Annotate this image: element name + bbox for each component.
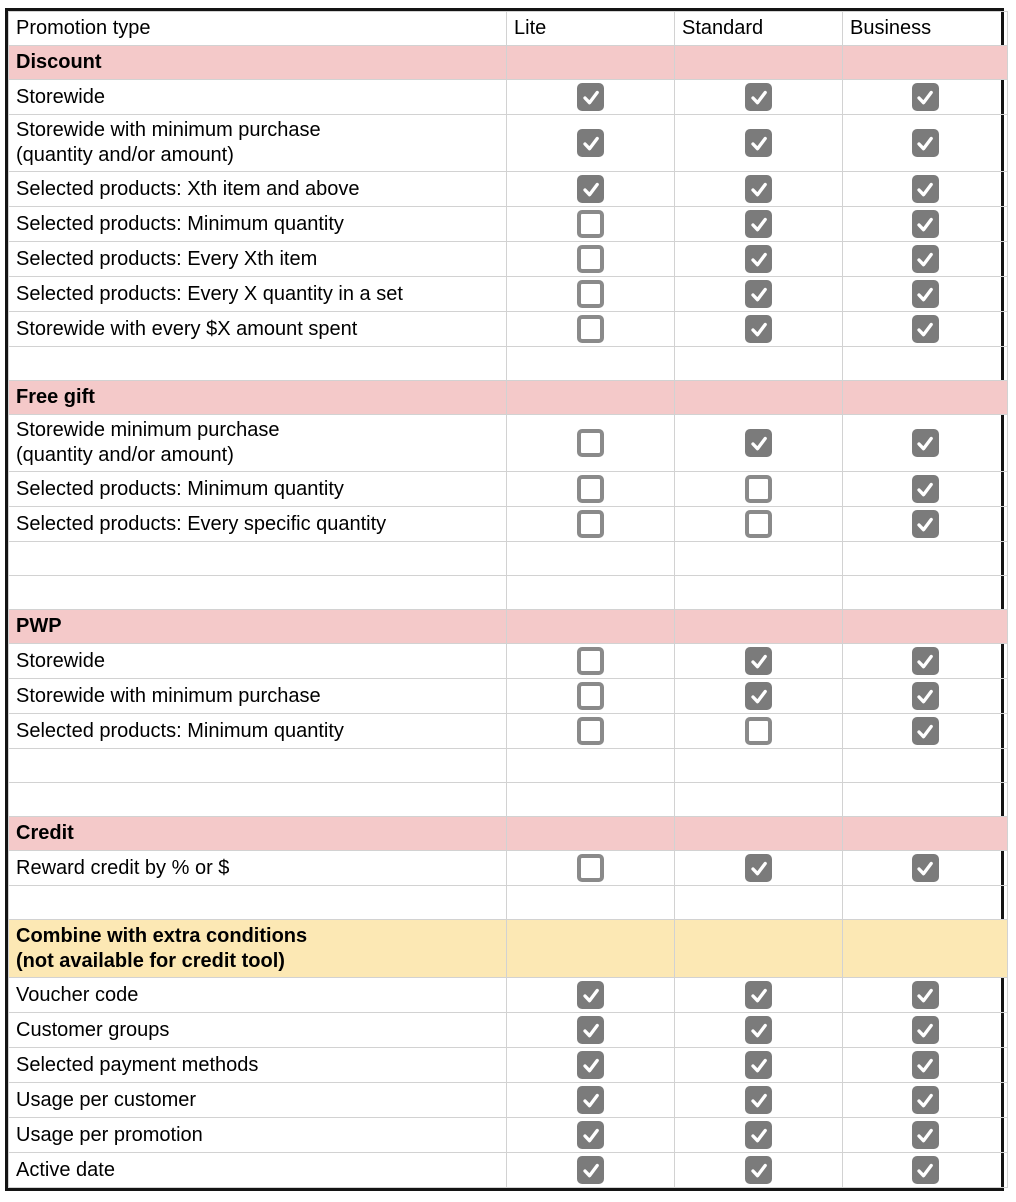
cell-standard [675,1048,843,1083]
feature-label [9,1013,507,1048]
feature-row-selected-products-every-x-quantity-in-a-set [9,277,1008,312]
cell-business [843,851,1008,886]
check-icon [581,88,601,107]
feature-label [9,1118,507,1153]
empty-row [9,576,1008,610]
feature-label-line: Usage per promotion [16,1123,203,1146]
check-icon [915,88,935,107]
cell-business [843,679,1008,714]
check-icon [749,1161,769,1180]
feature-label [9,80,507,115]
empty-cell [9,542,507,576]
empty-row [9,542,1008,576]
feature-label-line: Voucher code [16,983,139,1006]
feature-label [9,644,507,679]
feature-row-storewide-with-minimum-purchase [9,679,1008,714]
check-icon [581,1021,601,1040]
cell-lite [507,312,675,347]
checkbox-checked[interactable] [745,682,772,710]
cell-lite [507,1048,675,1083]
check-icon [749,652,769,671]
feature-label [9,312,507,347]
section-cell-lite [507,381,675,415]
feature-label-line: Storewide [16,649,105,672]
check-icon [581,1091,601,1110]
cell-business [843,1083,1008,1118]
check-icon [581,1161,601,1180]
check-icon [915,1021,935,1040]
checkbox-checked[interactable] [577,1156,604,1184]
check-icon [915,986,935,1005]
check-icon [749,1091,769,1110]
empty-cell [507,783,675,817]
cell-lite [507,1083,675,1118]
feature-label-line: Storewide [16,85,105,108]
feature-label-line: Reward credit by % or $ [16,856,230,879]
check-icon [915,1161,935,1180]
checkbox-checked[interactable] [745,981,772,1009]
checkbox-unchecked[interactable] [577,717,604,745]
feature-label-line: (quantity and/or amount) [16,444,234,466]
section-cell-lite [507,46,675,80]
feature-row-storewide-minimum-purchase [9,415,1008,472]
check-icon [915,1091,935,1110]
cell-lite [507,242,675,277]
check-icon [749,1126,769,1145]
cell-business [843,1013,1008,1048]
empty-cell [507,347,675,381]
empty-cell [507,542,675,576]
checkbox-checked[interactable] [912,83,939,111]
section-title [9,817,507,851]
checkbox-checked[interactable] [745,429,772,457]
feature-label-line: Selected products: Minimum quantity [16,212,344,235]
feature-label [9,207,507,242]
checkbox-unchecked[interactable] [577,245,604,273]
checkbox-checked[interactable] [577,175,604,203]
feature-label-line: Storewide with minimum purchase [16,119,321,141]
cell-standard [675,978,843,1013]
section-cell-business [843,817,1008,851]
checkbox-checked[interactable] [745,129,772,157]
section-cell-business [843,381,1008,415]
feature-label [9,415,507,472]
cell-business [843,1153,1008,1188]
empty-cell [9,347,507,381]
empty-cell [9,749,507,783]
feature-row-selected-products-minimum-quantity [9,207,1008,242]
check-icon [581,134,601,153]
cell-lite [507,1153,675,1188]
cell-business [843,1048,1008,1083]
checkbox-unchecked[interactable] [745,475,772,503]
comparison-table [8,11,1008,1188]
feature-row-usage-per-promotion [9,1118,1008,1153]
check-icon [915,285,935,304]
checkbox-checked[interactable] [745,647,772,675]
checkbox-checked[interactable] [577,1051,604,1079]
check-icon [749,1021,769,1040]
feature-label [9,115,507,172]
cell-standard [675,207,843,242]
cell-standard [675,714,843,749]
checkbox-checked[interactable] [912,981,939,1009]
cell-lite [507,851,675,886]
checkbox-checked[interactable] [912,315,939,343]
checkbox-checked[interactable] [745,1086,772,1114]
cell-standard [675,851,843,886]
section-title-line: (not available for credit tool) [16,949,285,972]
cell-business [843,1118,1008,1153]
empty-row [9,749,1008,783]
section-row-combine-with-extra-conditions [9,920,1008,978]
check-icon [915,320,935,339]
feature-label-line: Active date [16,1158,115,1181]
check-icon [749,88,769,107]
empty-cell [507,886,675,920]
check-icon [749,180,769,199]
feature-label [9,679,507,714]
feature-label-line: Storewide with minimum purchase [16,684,321,707]
check-icon [749,285,769,304]
checkbox-checked[interactable] [577,1121,604,1149]
cell-lite [507,80,675,115]
checkbox-checked[interactable] [577,981,604,1009]
feature-row-reward-credit-by-or [9,851,1008,886]
feature-label [9,1083,507,1118]
check-icon [581,180,601,199]
empty-cell [843,886,1008,920]
cell-lite [507,1013,675,1048]
check-icon [749,250,769,269]
checkbox-checked[interactable] [745,315,772,343]
checkbox-checked[interactable] [745,210,772,238]
checkbox-checked[interactable] [912,175,939,203]
section-title-line: Discount [16,51,102,73]
feature-row-voucher-code [9,978,1008,1013]
section-cell-standard [675,610,843,644]
check-icon [915,480,935,499]
cell-business [843,472,1008,507]
empty-cell [675,886,843,920]
feature-label-line: Selected payment methods [16,1053,259,1076]
feature-label [9,277,507,312]
section-title-line: PWP [16,615,62,637]
cell-standard [675,1153,843,1188]
check-icon [915,652,935,671]
feature-label-line: Selected products: Minimum quantity [16,477,344,500]
feature-label-line: Selected products: Every Xth item [16,247,318,270]
cell-lite [507,277,675,312]
check-icon [749,320,769,339]
empty-row [9,347,1008,381]
checkbox-unchecked[interactable] [745,510,772,538]
section-cell-lite [507,920,675,978]
feature-label-line: Storewide minimum purchase [16,419,280,441]
feature-label [9,172,507,207]
cell-business [843,978,1008,1013]
empty-cell [507,576,675,610]
checkbox-unchecked[interactable] [577,854,604,882]
feature-label-line: Selected products: Minimum quantity [16,719,344,742]
checkbox-checked[interactable] [912,1016,939,1044]
feature-row-selected-products-every-xth-item [9,242,1008,277]
cell-business [843,415,1008,472]
section-cell-lite [507,610,675,644]
feature-label-line: Selected products: Every specific quantity [16,512,387,535]
empty-row [9,783,1008,817]
cell-business [843,80,1008,115]
cell-lite [507,1118,675,1153]
checkbox-checked[interactable] [912,429,939,457]
feature-label-line: Customer groups [16,1018,170,1041]
feature-row-storewide [9,80,1008,115]
check-icon [749,134,769,153]
feature-row-selected-payment-methods [9,1048,1008,1083]
checkbox-checked[interactable] [912,647,939,675]
cell-standard [675,415,843,472]
cell-standard [675,1013,843,1048]
section-cell-standard [675,46,843,80]
empty-cell [843,783,1008,817]
checkbox-checked[interactable] [745,1016,772,1044]
cell-business [843,242,1008,277]
promotion-comparison-table [5,8,1004,1191]
checkbox-checked[interactable] [745,1051,772,1079]
feature-label-line: (quantity and/or amount) [16,144,234,166]
cell-lite [507,679,675,714]
cell-standard [675,80,843,115]
check-icon [915,722,935,741]
empty-cell [675,749,843,783]
check-icon [749,859,769,878]
feature-row-selected-products-xth-item-and-above [9,172,1008,207]
table-header [9,12,1008,46]
check-icon [915,250,935,269]
section-cell-business [843,46,1008,80]
cell-lite [507,978,675,1013]
section-title-line: Combine with extra conditions [16,924,308,947]
checkbox-checked[interactable] [912,682,939,710]
column-header-promotion-type: Promotion type [9,12,507,46]
feature-label [9,507,507,542]
section-cell-business [843,920,1008,978]
checkbox-checked[interactable] [912,210,939,238]
cell-lite [507,115,675,172]
feature-row-storewide [9,644,1008,679]
checkbox-checked[interactable] [912,510,939,538]
section-cell-standard [675,381,843,415]
check-icon [749,1056,769,1075]
check-icon [915,1056,935,1075]
check-icon [915,687,935,706]
section-title-line: Credit [16,822,74,844]
cell-business [843,207,1008,242]
checkbox-unchecked[interactable] [577,682,604,710]
feature-label [9,851,507,886]
checkbox-checked[interactable] [912,129,939,157]
checkbox-unchecked[interactable] [577,429,604,457]
feature-row-storewide-with-minimum-purchase [9,115,1008,172]
check-icon [749,687,769,706]
feature-label-line: Usage per customer [16,1088,197,1111]
cell-lite [507,415,675,472]
check-icon [581,1056,601,1075]
feature-row-selected-products-minimum-quantity [9,714,1008,749]
cell-lite [507,207,675,242]
section-title-line: Free gift [16,386,95,408]
cell-lite [507,172,675,207]
cell-business [843,172,1008,207]
table-body [9,46,1008,1188]
feature-label [9,472,507,507]
cell-business [843,644,1008,679]
checkbox-checked[interactable] [912,1051,939,1079]
cell-lite [507,472,675,507]
section-cell-standard [675,817,843,851]
cell-lite [507,714,675,749]
empty-row [9,886,1008,920]
checkbox-checked[interactable] [745,280,772,308]
feature-row-storewide-with-every-x-amount-spent [9,312,1008,347]
cell-standard [675,1118,843,1153]
cell-standard [675,115,843,172]
check-icon [581,1126,601,1145]
empty-cell [9,576,507,610]
cell-lite [507,644,675,679]
cell-business [843,507,1008,542]
column-header-business: Business [843,12,1008,46]
section-cell-standard [675,920,843,978]
section-row-free-gift [9,381,1008,415]
cell-standard [675,472,843,507]
cell-standard [675,507,843,542]
check-icon [581,986,601,1005]
check-icon [915,215,935,234]
feature-label [9,1153,507,1188]
cell-business [843,277,1008,312]
feature-label [9,1048,507,1083]
feature-row-selected-products-minimum-quantity [9,472,1008,507]
cell-standard [675,644,843,679]
section-row-pwp [9,610,1008,644]
check-icon [915,180,935,199]
checkbox-checked[interactable] [745,83,772,111]
feature-label-line: Storewide with every $X amount spent [16,317,358,340]
checkbox-checked[interactable] [912,1086,939,1114]
section-title [9,381,507,415]
cell-business [843,312,1008,347]
empty-cell [9,783,507,817]
check-icon [915,1126,935,1145]
checkbox-checked[interactable] [577,1016,604,1044]
checkbox-unchecked[interactable] [577,475,604,503]
empty-cell [9,886,507,920]
checkbox-unchecked[interactable] [745,717,772,745]
check-icon [915,859,935,878]
header-row [9,12,1008,46]
empty-cell [675,542,843,576]
empty-cell [675,783,843,817]
section-row-credit [9,817,1008,851]
checkbox-checked[interactable] [745,854,772,882]
feature-row-selected-products-every-specific-quantity [9,507,1008,542]
feature-label [9,242,507,277]
checkbox-checked[interactable] [912,1156,939,1184]
check-icon [915,434,935,453]
checkbox-checked[interactable] [745,1121,772,1149]
checkbox-checked[interactable] [912,245,939,273]
check-icon [749,986,769,1005]
checkbox-checked[interactable] [912,475,939,503]
empty-cell [507,749,675,783]
checkbox-unchecked[interactable] [577,280,604,308]
feature-label [9,714,507,749]
feature-label [9,978,507,1013]
section-title [9,920,507,978]
cell-business [843,714,1008,749]
checkbox-checked[interactable] [912,717,939,745]
checkbox-checked[interactable] [912,854,939,882]
check-icon [749,434,769,453]
check-icon [915,134,935,153]
feature-row-usage-per-customer [9,1083,1008,1118]
feature-label-line: Selected products: Xth item and above [16,177,360,200]
section-cell-business [843,610,1008,644]
empty-cell [675,576,843,610]
column-header-lite: Lite [507,12,675,46]
feature-row-customer-groups [9,1013,1008,1048]
checkbox-checked[interactable] [745,245,772,273]
checkbox-checked[interactable] [577,129,604,157]
cell-standard [675,242,843,277]
empty-cell [843,749,1008,783]
checkbox-unchecked[interactable] [577,647,604,675]
cell-lite [507,507,675,542]
cell-standard [675,679,843,714]
check-icon [915,515,935,534]
checkbox-unchecked[interactable] [577,210,604,238]
empty-cell [843,576,1008,610]
checkbox-checked[interactable] [912,1121,939,1149]
empty-cell [843,542,1008,576]
cell-standard [675,277,843,312]
feature-row-active-date [9,1153,1008,1188]
checkbox-checked[interactable] [745,1156,772,1184]
column-header-standard: Standard [675,12,843,46]
feature-label-line: Selected products: Every X quantity in a set [16,282,403,305]
checkbox-checked[interactable] [912,280,939,308]
checkbox-unchecked[interactable] [577,315,604,343]
empty-cell [675,347,843,381]
cell-business [843,115,1008,172]
cell-standard [675,1083,843,1118]
empty-cell [843,347,1008,381]
section-row-discount [9,46,1008,80]
section-title [9,610,507,644]
section-cell-lite [507,817,675,851]
cell-standard [675,312,843,347]
check-icon [749,215,769,234]
checkbox-checked[interactable] [577,1086,604,1114]
section-title [9,46,507,80]
checkbox-unchecked[interactable] [577,510,604,538]
checkbox-checked[interactable] [745,175,772,203]
checkbox-checked[interactable] [577,83,604,111]
cell-standard [675,172,843,207]
